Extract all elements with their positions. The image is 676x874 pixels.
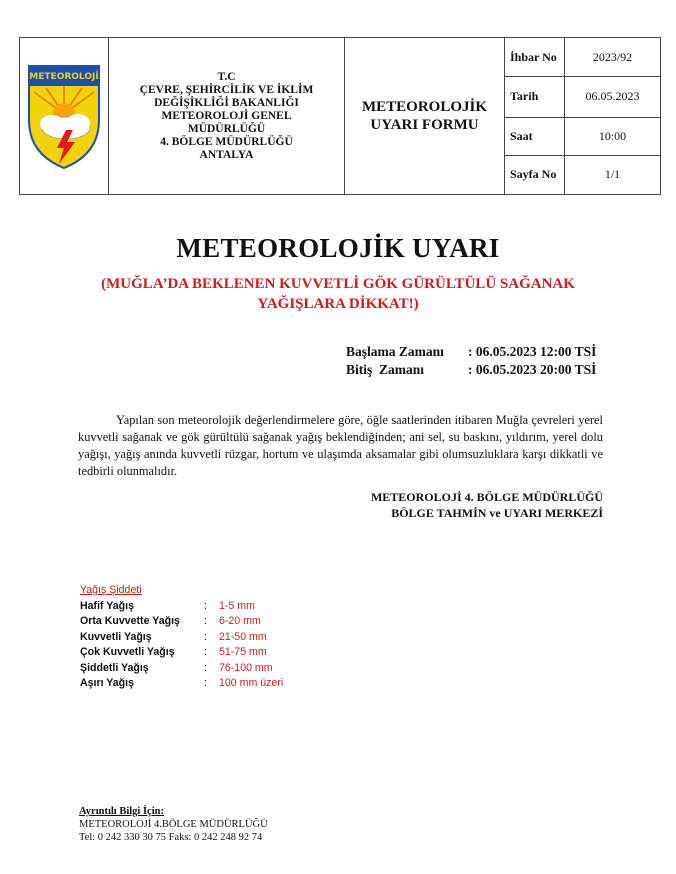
start-time-value: : 06.05.2023 12:00 TSİ — [468, 344, 597, 359]
field-label-sayfa-no: Sayfa No — [505, 155, 565, 194]
field-value-saat: 10:00 — [565, 117, 661, 155]
logo-text: METEOROLOJİ — [29, 72, 99, 82]
legend-row: Orta Kuvvette Yağış : 6-20 mm — [80, 615, 261, 627]
signature-block — [371, 489, 603, 521]
contact-line-2: Tel: 0 242 330 30 75 Faks: 0 242 248 92 74 — [79, 832, 263, 843]
legend-row: Şiddetli Yağış : 76-100 mm — [80, 661, 273, 674]
header-table — [19, 37, 661, 195]
meteoroloji-logo — [26, 62, 102, 170]
page-title: METEOROLOJİK UYARI — [176, 233, 500, 263]
contact-info — [79, 805, 268, 844]
field-value-sayfa-no: 1/1 — [565, 155, 661, 194]
end-time-value: : 06.05.2023 20:00 TSİ — [468, 362, 597, 377]
field-label-ihbar-no: İhbar No — [505, 38, 565, 77]
legend-title: Yağış Şiddeti — [80, 584, 142, 596]
organization-name: T.C ÇEVRE, ŞEHİRCİLİK VE İKLİM DEĞİŞİKLİĞİ BAKANLIĞI METEOROLOJİ GENEL MÜDÜRLÜĞÜ 4. BÖLGE MÜDÜRLÜĞÜ ANTALYA — [109, 38, 345, 195]
legend-row: Aşırı Yağış : 100 mm üzeri — [80, 677, 284, 689]
start-time-label: Başlama Zamanı — [346, 344, 444, 359]
legend-row: Çok Kuvvetli Yağış : 51-75 mm — [80, 646, 267, 658]
end-time-label: Bitiş Zamanı — [346, 362, 425, 377]
legend-row: Hafif Yağış : 1-5 mm — [80, 599, 255, 612]
field-value-ihbar-no: 2023/92 — [565, 38, 661, 77]
form-title: METEOROLOJİK UYARI FORMU — [345, 38, 505, 195]
signature-line-1: METEOROLOJİ 4. BÖLGE MÜDÜRLÜĞÜ — [370, 490, 603, 504]
warning-body: Yapılan son meteorolojik değerlendirmelere göre, öğle saatlerinden itibaren Muğla çevreleri yerel kuvvetli sağanak ve gök gürültülü sağanak yağış beklendiğinden; ani sel, su baskını, yıldırım, yerel dolu yağışı, yağış anında kuvvetli rüzgar, hortum ve ulaşımda aksamalar gibi olumsuzluklara karşı dikkatli ve tedbirli olunmalıdır. — [78, 413, 603, 478]
legend-row: Kuvvetli Yağış : 21-50 mm — [80, 630, 267, 643]
signature-line-2: BÖLGE TAHMİN ve UYARI MERKEZİ — [391, 506, 603, 520]
contact-line-1: METEOROLOJİ 4.BÖLGE MÜDÜRLÜĞÜ — [79, 819, 268, 830]
warning-times — [346, 343, 596, 379]
field-label-saat: Saat — [505, 117, 565, 155]
contact-title: Ayrıntılı Bilgi İçin: — [79, 806, 164, 817]
precipitation-legend — [80, 583, 283, 692]
field-value-tarih: 06.05.2023 — [565, 77, 661, 117]
field-label-tarih: Tarih — [505, 77, 565, 117]
warning-subtitle: (MUĞLA’DA BEKLENEN KUVVETLİ GÖK GÜRÜLTÜLÜ SAĞANAK YAĞIŞLARA DİKKAT!) — [101, 276, 575, 312]
logo-cell — [20, 38, 109, 195]
